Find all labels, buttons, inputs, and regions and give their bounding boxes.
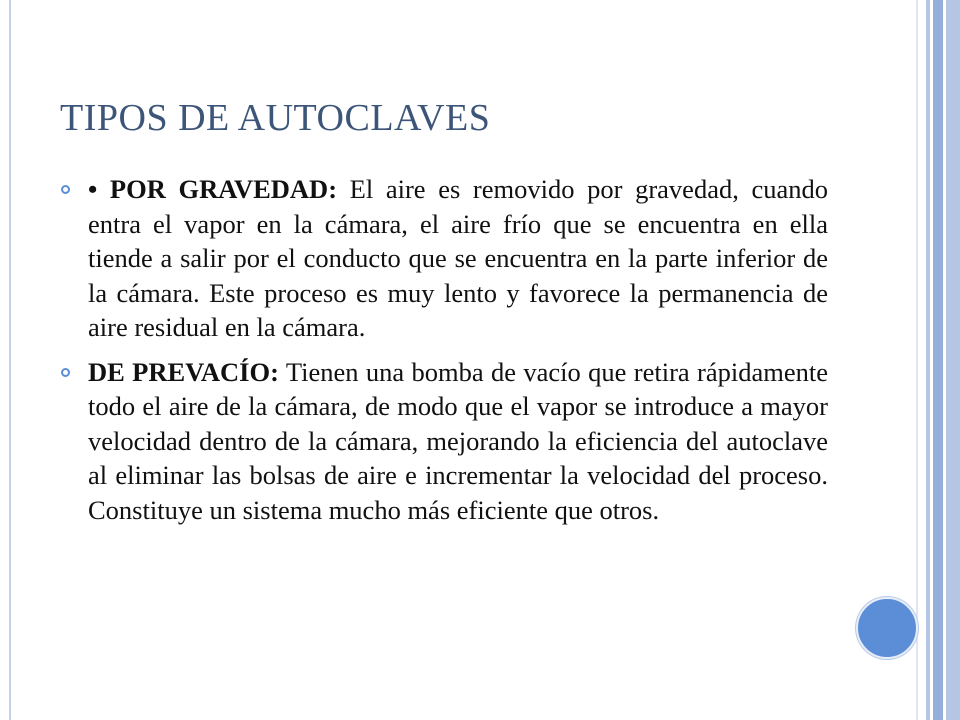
bullet-item-prevacio [60, 355, 828, 528]
bullet-text [88, 172, 828, 345]
right-decorative-stripes [916, 0, 960, 720]
bullet-lead: • POR GRAVEDAD: [88, 174, 338, 204]
bullet-body: El aire es removido por gravedad, cuando entra el vapor en la cámara, el aire frío que se encuentra en ella tiende a salir por el conducto que se encuentra en la parte inferior de la cámara. Este proceso es muy lento y favorece la permanencia de aire residual en la cámara. [88, 174, 828, 342]
bullet-item-gravedad [60, 172, 828, 345]
bullet-body: Tienen una bomba de vacío que retira rápidamente todo el aire de la cámara, de modo que el vapor se introduce a mayor velocidad dentro de la cámara, mejorando la eficiencia del autoclave al eliminar las bolsas de aire e incrementar la velocidad del proceso. Constituye un sistema mucho más eficiente que otros. [88, 356, 828, 525]
ring-bullet-icon [61, 368, 70, 377]
decorative-circle [856, 597, 918, 659]
bullet-lead: DE PREVACÍO: [88, 356, 279, 387]
bullet-text [88, 355, 828, 528]
slide-title: TIPOS DE AUTOCLAVES [60, 97, 491, 139]
ring-bullet-icon [61, 185, 70, 194]
left-border-line [9, 0, 11, 720]
bullet-list [60, 172, 828, 537]
